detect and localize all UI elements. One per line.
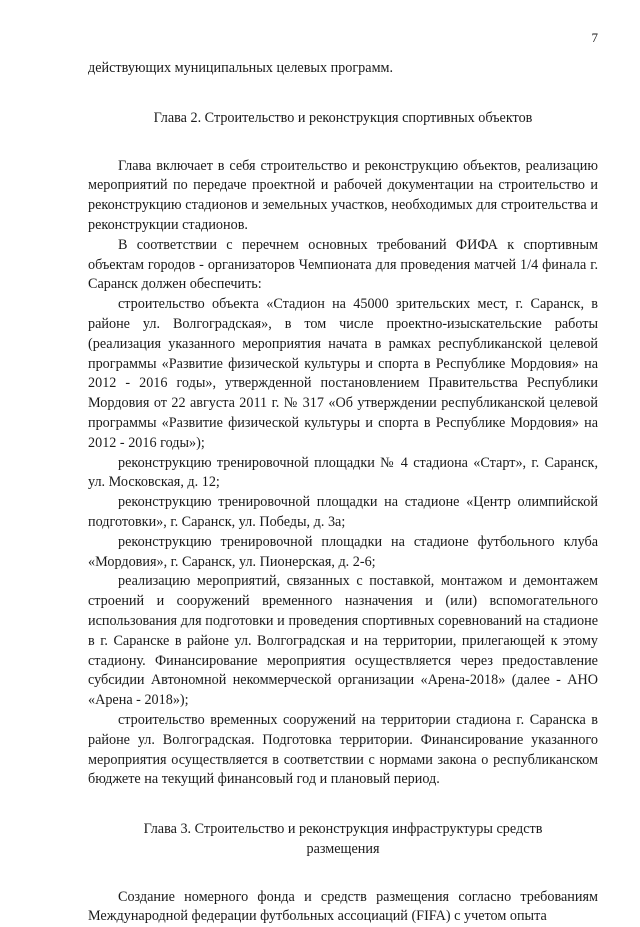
chapter-3-heading-line1: Глава 3. Строительство и реконструкция инфраструктуры средств xyxy=(143,821,543,838)
chapter-3-paragraph: Создание номерного фонда и средств размещения согласно требованиям Международной федерации футбольных ассоциаций (FIFA) с учетом опыта xyxy=(88,888,598,925)
chapter-2-paragraph: В соответствии с перечнем основных требований ФИФА к спортивным объектам городов - организаторов Чемпионата для проведения матчей 1/4 финала г. Саранск должен обеспечить: xyxy=(88,236,598,293)
chapter-3-heading-line2: размещения xyxy=(306,840,380,857)
chapter-2-list-item: реализацию мероприятий, связанных с поставкой, монтажом и демонтажем строений и сооружений временного назначения и (или) вспомогательного использования для подготовки и проведения спортивных соревнований на стадионе в г. Саранске в районе ул. Волгоградская и на территории, прилегающей к этому стадиону. Финансирование мероприятия осуществляется через предоставление субсидии Автономной некоммерческой организации «Арена-2018» (далее - АНО «Арена - 2018»); xyxy=(88,573,598,709)
chapter-2-heading: Глава 2. Строительство и реконструкция спортивных объектов xyxy=(153,109,533,126)
chapter-2-paragraph: Глава включает в себя строительство и реконструкцию объектов, реализацию мероприятий по передаче проектной и рабочей документации на строительство и реконструкцию стадионов и земельных участков, необходимых для строительства и реконструкции стадионов. xyxy=(88,157,598,233)
chapter-3-heading xyxy=(88,820,598,860)
intro-line: действующих муниципальных целевых программ. xyxy=(88,60,394,76)
chapter-2-list-item: реконструкцию тренировочной площадки на стадионе «Центр олимпийской подготовки», г. Саранск, ул. Победы, д. 3а; xyxy=(88,494,598,530)
document-body xyxy=(88,59,598,927)
chapter-2-list-item: строительство временных сооружений на территории стадиона г. Саранска в районе ул. Волгоградская. Подготовка территории. Финансирование указанного мероприятия осуществляется в соответствии с нормами закона о республиканском бюджете на текущий финансовый год и плановый период. xyxy=(88,711,598,788)
chapter-2-list-item: реконструкцию тренировочной площадки на стадионе футбольного клуба «Мордовия», г. Саранск, ул. Пионерская, д. 2-6; xyxy=(88,533,598,570)
page-number: 7 xyxy=(591,30,598,45)
chapter-2-list-item: строительство объекта «Стадион на 45000 зрительских мест, г. Саранск, в районе ул. Волгоградская», в том числе проектно-изыскательские работы (реализация указанного мероприятия начата в рамках республиканской целевой программы «Развитие физической культуры и спорта в Республике Мордовия» на 2012 - 2016 годы», утвержденной постановлением Правительства Республики Мордовия от 22 августа 2011 г. № 317 «Об утверждении республиканской целевой программы «Развитие физической культуры и спорта в Республике Мордовия» на 2012 - 2016 годы»); xyxy=(88,296,598,451)
chapter-2-list-item: реконструкцию тренировочной площадки № 4 стадиона «Старт», г. Саранск, ул. Московская, д. 12; xyxy=(88,454,598,491)
